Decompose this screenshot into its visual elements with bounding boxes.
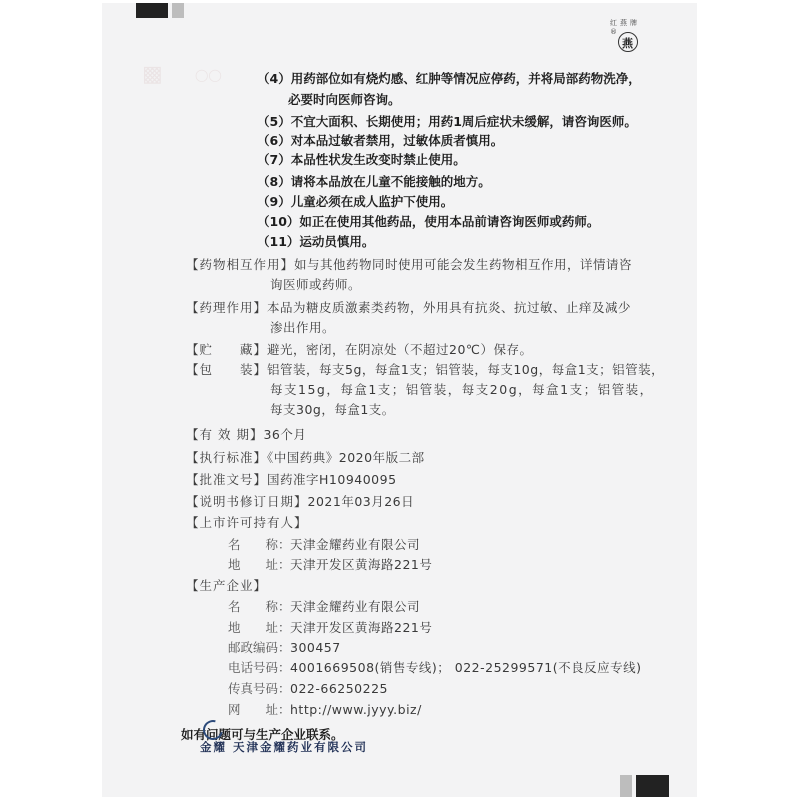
precaution-item-5: （5）不宜大面积、长期使用；用药1周后症状未缓解，请咨询医师。 [257, 114, 637, 129]
bleed-through-ghost: ▩ [142, 62, 163, 87]
package-section-cont-2: 每支30g，每盒1支。 [270, 402, 395, 417]
package-section: 【包 装】铝管装，每支5g，每盒1支；铝管装，每支10g，每盒1支；铝管装， [186, 362, 665, 377]
precaution-item-9: （9）儿童必须在成人监护下使用。 [257, 194, 454, 209]
section-label: 【批准文号】 [186, 472, 268, 487]
validity-section: 【有 效 期】36个月 [186, 427, 307, 442]
brand-seal [610, 18, 646, 54]
footer-brand: 金耀 [200, 740, 227, 754]
footer-company-name: 天津金耀药业有限公司 [233, 740, 369, 754]
swallow-logo-icon: 燕 [622, 37, 633, 50]
section-label: 【贮 藏】 [186, 342, 268, 357]
section-label: 【执行标准】 [186, 450, 268, 465]
website-link: http://www.jyyy.biz/ [290, 702, 422, 717]
registration-mark-gray [172, 3, 184, 18]
precaution-item-4-cont: 必要时向医师咨询。 [288, 92, 401, 107]
package-section-cont-1: 每支15g，每盒1支；铝管装，每支20g，每盒1支；铝管装， [270, 382, 654, 397]
footer-company [200, 739, 368, 755]
section-label: 【药理作用】 [186, 300, 268, 315]
section-label: 【药物相互作用】 [186, 257, 295, 272]
precaution-item-8: （8）请将本品放在儿童不能接触的地方。 [257, 174, 491, 189]
manufacturer-website: 网 址：http://www.jyyy.biz/ [228, 702, 422, 717]
manufacturer-postcode: 邮政编码：300457 [228, 640, 341, 655]
seal-text: 红燕牌® [610, 19, 640, 36]
standard-section: 【执行标准】《中国药典》2020年版二部 [186, 450, 425, 465]
precaution-item-6: （6）对本品过敏者禁用，过敏体质者慎用。 [257, 133, 504, 148]
manufacturer-fax: 传真号码：022-66250225 [228, 681, 388, 696]
holder-name: 名 称：天津金耀药业有限公司 [228, 537, 421, 552]
precaution-item-10: （10）如正在使用其他药品，使用本品前请咨询医师或药师。 [257, 214, 600, 229]
registration-mark-gray-bottom [620, 775, 632, 797]
contact-note: 如有问题可与生产企业联系。 [181, 727, 344, 742]
holder-address: 地 址：天津开发区黄海路221号 [228, 557, 433, 572]
storage-section: 【贮 藏】避光，密闭，在阴凉处（不超过20℃）保存。 [186, 342, 533, 357]
pharmacology-section-cont: 渗出作用。 [270, 320, 336, 335]
manufacturer-address: 地 址：天津开发区黄海路221号 [228, 620, 433, 635]
approval-section: 【批准文号】国药准字H10940095 [186, 472, 397, 487]
manufacturer-heading: 【生产企业】 [186, 578, 268, 593]
section-label: 【有 效 期】 [186, 427, 264, 442]
manufacturer-phone: 电话号码：4001669508(销售专线)； 022-25299571(不良反应专线) [228, 660, 642, 675]
interaction-section-cont: 询医师或药师。 [270, 277, 362, 292]
registration-mark-black [136, 3, 168, 18]
registration-mark-black-bottom [636, 775, 669, 797]
section-label: 【说明书修订日期】 [186, 494, 308, 509]
revision-date-section: 【说明书修订日期】2021年03月26日 [186, 494, 415, 509]
holder-heading: 【上市许可持有人】 [186, 515, 308, 530]
precaution-item-4: （4）用药部位如有烧灼感、红肿等情况应停药，并将局部药物洗净， [257, 71, 641, 86]
pharmacology-section: 【药理作用】本品为糖皮质激素类药物，外用具有抗炎、抗过敏、止痒及减少 [186, 300, 632, 315]
precaution-item-7: （7）本品性状发生改变时禁止使用。 [257, 152, 466, 167]
bleed-through-ghost: ◯◯ [195, 68, 222, 82]
manufacturer-name: 名 称：天津金耀药业有限公司 [228, 599, 421, 614]
interaction-section: 【药物相互作用】如与其他药物同时使用可能会发生药物相互作用，详情请咨 [186, 257, 633, 272]
precaution-item-11: （11）运动员慎用。 [257, 234, 375, 249]
section-label: 【包 装】 [186, 362, 268, 377]
